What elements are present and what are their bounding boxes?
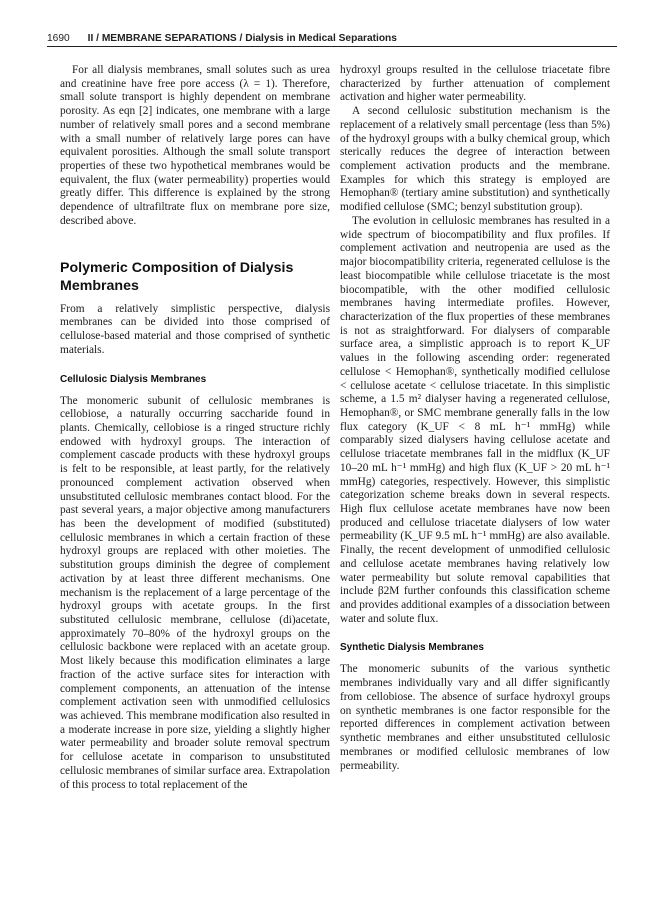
right-column — [340, 64, 610, 773]
running-head — [47, 31, 617, 45]
paragraph-evolution: The evolution in cellulosic membranes has resulted in a wide spectrum of biocompatibility and flux profiles. If complement activation and neutropenia are used as the major biocompatibility criteria, regenerated cellulose is the least biocompatible while cellulose triacetate is the most biocompatible, with the other modified cellulosic membranes having intermediate profiles. However, characterization of the flux properties of these membranes is not as straightforward. For dialysers of comparable surface area, a simplistic approach is to report K_UF values in the following ascending order: regenerated cellulose < Hemophan®, synthetically modified cellulose < cellulose acetate < cellulose triacetate. In this simplistic scheme, a 1.5 m² dialyser having a regenerated cellulose, Hemophan®, or SMC membrane generally falls in the low flux category (K_UF < 8 mL h⁻¹ mmHg) while comparably sized dialysers having cellulose acetate and cellulose triacetate membranes fall in the midflux (K_UF 10–20 mL h⁻¹ mmHg) and high flux (K_UF > 20 mL h⁻¹ mmHg) categories, respectively. However, this simplistic categorization scheme breaks down in several respects. High flux cellulose acetate membranes have now been produced and cellulose triacetate dialysers of low water permeability (K_UF 9.5 mL h⁻¹ mmHg) are also available. Finally, the recent development of unmodified cellulosic and cellulose acetate membranes having relatively low water permeability but solute removal capabilities that include β2M further confounds this classification scheme and provides additional examples of a dissociation between water and solute flux. — [340, 214, 610, 625]
paragraph-intro-membranes: From a relatively simplistic perspective, dialysis membranes can be divided into those comprised of cellulose-based material and those comprised of synthetic materials. — [60, 302, 330, 356]
header-rule — [47, 46, 617, 47]
paragraph-small-solutes: For all dialysis membranes, small solutes such as urea and creatinine have free pore access (λ = 1). Therefore, small solute transport is highly dependent on membrane porosity. As eqn [2] indicates, one membrane with a large number of relatively small pores and a second membrane with a small number of relatively large pores can have equivalent porosities. Although the small solute transport properties of these two hypothetical membranes would be equivalent, the flux (water permeability) properties would greatly differ. This difference is explained by the strong dependence of ultrafiltrate flux on membrane pore size, described above. — [60, 64, 330, 227]
paragraph-synthetic: The monomeric subunits of the various synthetic membranes individually vary and all differ significantly from cellobiose. The absence of surface hydroxyl groups on synthetic membranes is one factor responsible for the reported differences in complement activation between synthetic membranes and either unsubstituted cellulosic membranes or modified cellulosic membranes of low permeability. — [340, 663, 610, 772]
paragraph-triacetate: hydroxyl groups resulted in the cellulose triacetate fibre characterized by further attenuation of complement activation and higher water permeability. — [340, 64, 610, 104]
left-column — [60, 64, 330, 792]
page-number: 1690 — [47, 32, 70, 44]
paragraph-substitution: A second cellulosic substitution mechanism is the replacement of a relatively small percentage (less than 5%) of the hydroxyl groups with a bulky chemical group, which sterically reduces the degree of interaction between complement activation products and the membrane. Examples for which this strategy is employed are Hemophan® (tertiary amine substitution) and synthetically modified cellulose (SMC; benzyl substitution group). — [340, 105, 610, 214]
running-title: II / MEMBRANE SEPARATIONS / Dialysis in Medical Separations — [87, 32, 397, 44]
paragraph-cellulosic: The monomeric subunit of cellulosic membranes is cellobiose, a naturally occurring saccharide found in plants. Chemically, cellobiose is a ringed structure richly endowed with hydroxyl groups. The interaction of complement cascade products with these hydroxyl groups is felt to be responsible, at least partly, for the relatively pronounced complement activation observed when unsubstituted cellulosic membranes contact blood. For the past several years, a major objective among manufacturers has been the development of modified (substituted) cellulosic membranes in which a certain fraction of these hydroxyl groups are replaced with other moieties. The substitution groups diminish the degree of complement activation by at least three different mechanisms. One mechanism is the replacement of a large percentage of the hydroxyl groups with acetate groups. In the first substituted cellulosic membrane, cellulose (di)acetate, approximately 70–80% of the hydroxyl groups on the cellulosic backbone were replaced with an acetate group. Most likely because this modification eliminates a large fraction of the active surface sites for interaction with complement components, an attenuation of the intense complement activation seen with unmodified cellulosics was achieved. This membrane modification also resulted in a moderate increase in pore size, yielding a slightly higher water permeability and broader solute removal spectrum for cellulose acetate in comparison to unsubstituted cellulosic membranes of similar surface area. Extrapolation of this process to total replacement of the — [60, 394, 330, 791]
subheading-synthetic: Synthetic Dialysis Membranes — [340, 642, 484, 654]
subheading-cellulosic: Cellulosic Dialysis Membranes — [60, 373, 207, 385]
section-heading-polymeric-composition: Polymeric Composition of Dialysis Membranes — [60, 259, 294, 294]
